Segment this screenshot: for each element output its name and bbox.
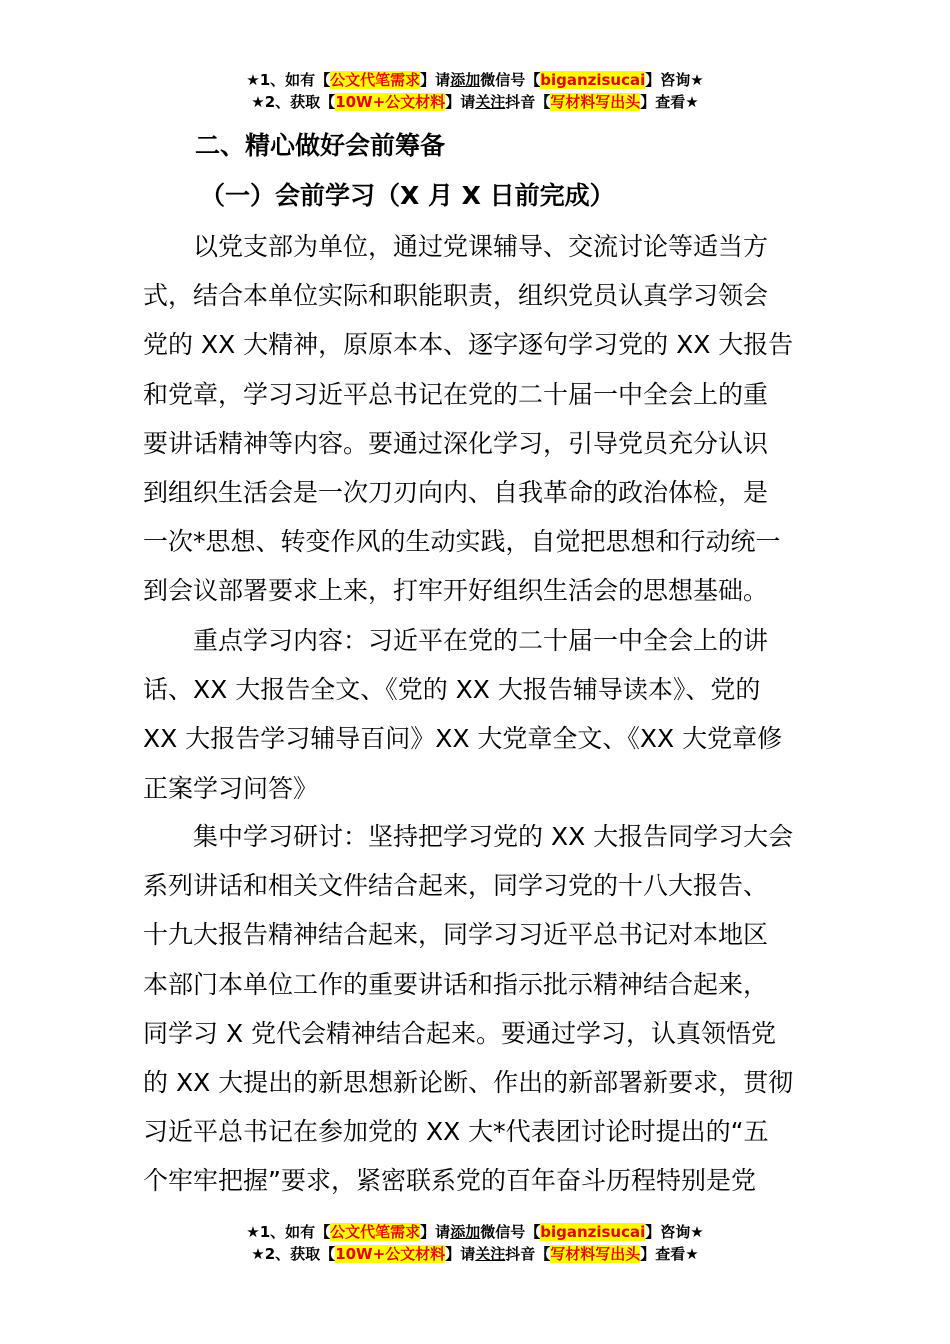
banner-text: 抖音【 xyxy=(505,93,551,111)
footer-banner xyxy=(0,1221,950,1265)
banner-highlight: biganzisucai xyxy=(540,71,646,89)
text-line: 到组织生活会是一次刀刃向内、自我革命的政治体检，是 xyxy=(143,477,769,507)
text-line: 以党支部为单位，通过党课辅导、交流讨论等适当方 xyxy=(143,232,769,261)
banner-text: 抖音【 xyxy=(505,1245,551,1263)
banner-highlight: 写材料写出头 xyxy=(550,1245,641,1263)
section-heading: 二、精心做好会前筹备 xyxy=(195,131,446,160)
banner-underline: 关注 xyxy=(475,1245,506,1263)
text-line: 同学习 X 党代会精神结合起来。要通过学习，认真领悟党 xyxy=(143,1018,777,1048)
banner-underline: 添加 xyxy=(450,71,481,89)
paragraph-2 xyxy=(143,616,807,813)
banner-text: ★2、获取【 xyxy=(251,93,336,111)
text-line: 党的 XX 大精神，原原本本、逐字逐句学习党的 XX 大报告 xyxy=(143,330,794,360)
banner-underline: 添加 xyxy=(450,1223,481,1241)
banner-text: 】咨询★ xyxy=(645,1223,704,1241)
banner-text: 微信号【 xyxy=(480,71,541,89)
text-line: 重点学习内容：习近平在党的二十届一中全会上的讲 xyxy=(143,626,769,655)
paragraph-3 xyxy=(143,812,807,1206)
banner-highlight: 10W+公文材料 xyxy=(335,1245,446,1263)
text-line: 的 XX 大提出的新思想新论断、作出的新部署新要求，贯彻 xyxy=(143,1067,794,1097)
banner-text: 】查看★ xyxy=(640,1245,699,1263)
text-line: 到会议部署要求上来，打牢开好组织生活会的思想基础。 xyxy=(143,576,769,606)
banner-highlight: 写材料写出头 xyxy=(550,93,641,111)
paragraph-1 xyxy=(143,222,807,616)
banner-text: ★2、获取【 xyxy=(251,1245,336,1263)
banner-text: 】请 xyxy=(420,1223,451,1241)
text-line: 一次*思想、转变作风的生动实践，自觉把思想和行动统一 xyxy=(143,527,781,557)
banner-text: ★1、如有【 xyxy=(246,1223,331,1241)
text-line: 个牢牢把握”要求，紧密联系党的百年奋斗历程特别是党 xyxy=(143,1166,756,1196)
banner-line-2 xyxy=(0,1243,950,1265)
text-line: 正案学习问答》 xyxy=(143,773,319,803)
banner-highlight: 公文代笔需求 xyxy=(330,1223,421,1241)
banner-text: ★1、如有【 xyxy=(246,71,331,89)
banner-underline: 关注 xyxy=(475,93,506,111)
text-line: 要讲话精神等内容。要通过深化学习，引导党员充分认识 xyxy=(143,428,769,458)
text-line: 系列讲话和相关文件结合起来，同学习党的十八大报告、 xyxy=(143,871,769,901)
banner-line-1 xyxy=(0,69,950,91)
banner-line-2 xyxy=(0,91,950,113)
text-line: 话、XX 大报告全文、《党的 XX 大报告辅导读本》、党的 xyxy=(143,675,761,705)
banner-text: 】请 xyxy=(445,93,476,111)
banner-text: 】请 xyxy=(420,71,451,89)
text-line: 式，结合本单位实际和职能职责，组织党员认真学习领会 xyxy=(143,281,769,311)
banner-highlight: 公文代笔需求 xyxy=(330,71,421,89)
text-line: 集中学习研讨：坚持把学习党的 XX 大报告同学习大会 xyxy=(143,822,794,851)
banner-line-1 xyxy=(0,1221,950,1243)
banner-highlight: biganzisucai xyxy=(540,1223,646,1241)
banner-highlight: 10W+公文材料 xyxy=(335,93,446,111)
subsection-heading: （一）会前学习（X 月 X 日前完成） xyxy=(200,181,615,210)
banner-text: 微信号【 xyxy=(480,1223,541,1241)
text-line: 本部门本单位工作的重要讲话和指示批示精神结合起来， xyxy=(143,969,769,999)
banner-text: 】查看★ xyxy=(640,93,699,111)
text-line: 和党章，学习习近平总书记在党的二十届一中全会上的重 xyxy=(143,379,769,409)
text-line: XX 大报告学习辅导百问》XX 大党章全文、《XX 大党章修 xyxy=(143,724,783,754)
text-line: 习近平总书记在参加党的 XX 大*代表团讨论时提出的“五 xyxy=(143,1117,769,1147)
banner-text: 】咨询★ xyxy=(645,71,704,89)
text-line: 十九大报告精神结合起来，同学习习近平总书记对本地区 xyxy=(143,920,769,950)
banner-text: 】请 xyxy=(445,1245,476,1263)
header-banner xyxy=(0,69,950,113)
